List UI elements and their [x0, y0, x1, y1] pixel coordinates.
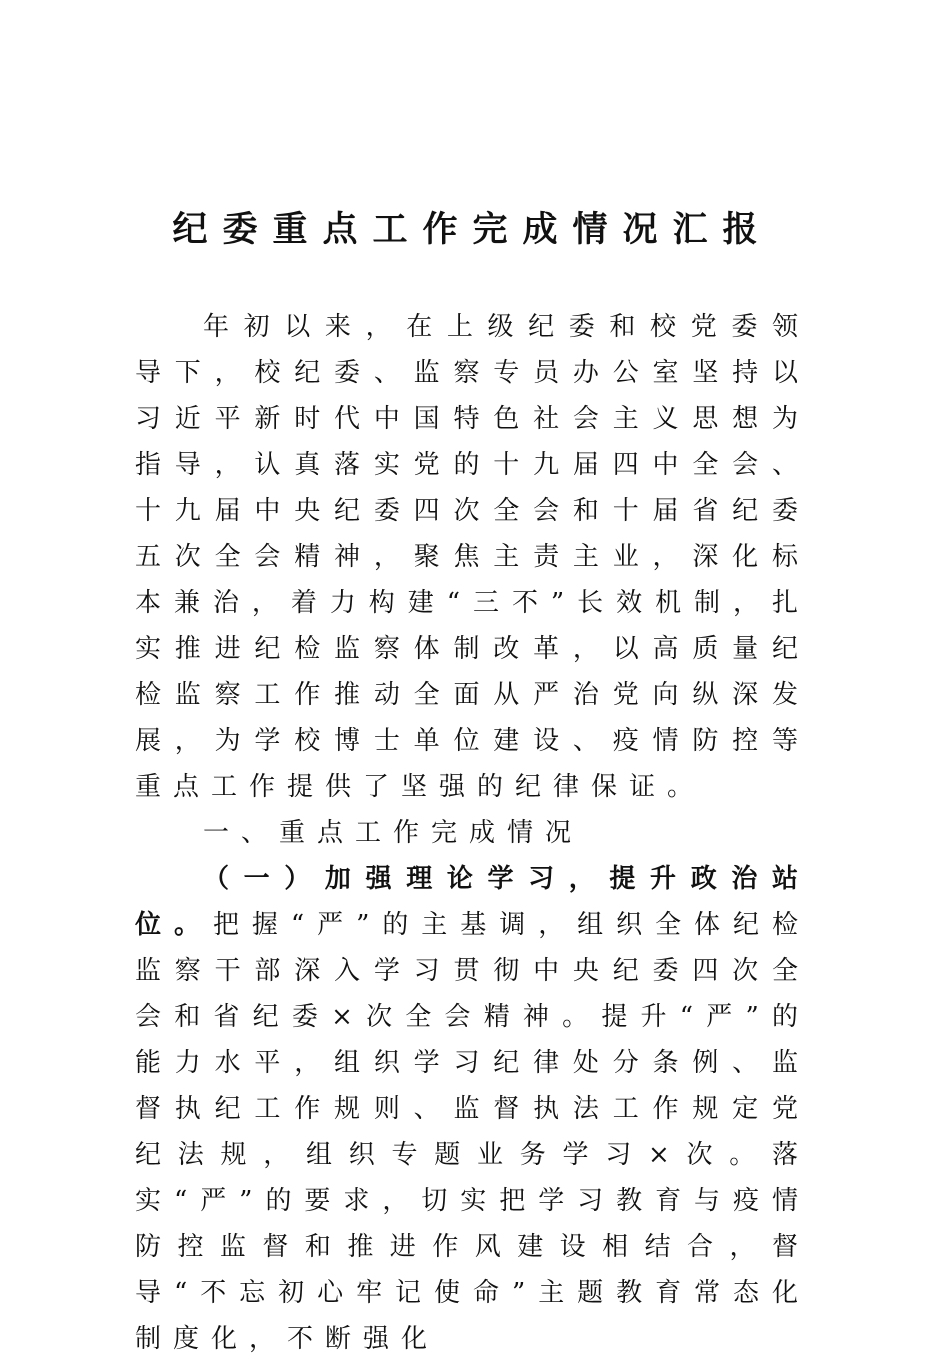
section-heading: 一、重点工作完成情况	[203, 818, 584, 848]
document-title: 纪委重点工作完成情况汇报	[172, 210, 773, 250]
document-body	[135, 304, 810, 1362]
subsection-lead: （一）加强理论学习，提升政治站位。	[135, 864, 810, 940]
intro-paragraph: 年初以来，在上级纪委和校党委领导下，校纪委、监察专员办公室坚持以习近平新时代中国特色社会主义思想为指导，认真落实党的十九届四中全会、十九届中央纪委四次全会和十届省纪委五次全会精神，聚焦主责主业，深化标本兼治，着力构建“三不”长效机制，扎实推进纪检监察体制改革，以高质量纪检监察工作推动全面从严治党向纵深发展，为学校博士单位建设、疫情防控等重点工作提供了坚强的纪律保证。	[135, 312, 810, 802]
subsection-paragraph	[135, 856, 810, 1362]
subsection-body: 把握“严”的主基调，组织全体纪检监察干部深入学习贯彻中央纪委四次全会和省纪委×次全会精神。提升“严”的能力水平，组织学习纪律处分条例、监督执纪工作规则、监督执法工作规定党纪法规，组织专题业务学习×次。落实“严”的要求，切实把学习教育与疫情防控监督和推进作风建设相结合，督导“不忘初心牢记使命”主题教育常态化制度化，不断强化	[135, 910, 810, 1354]
